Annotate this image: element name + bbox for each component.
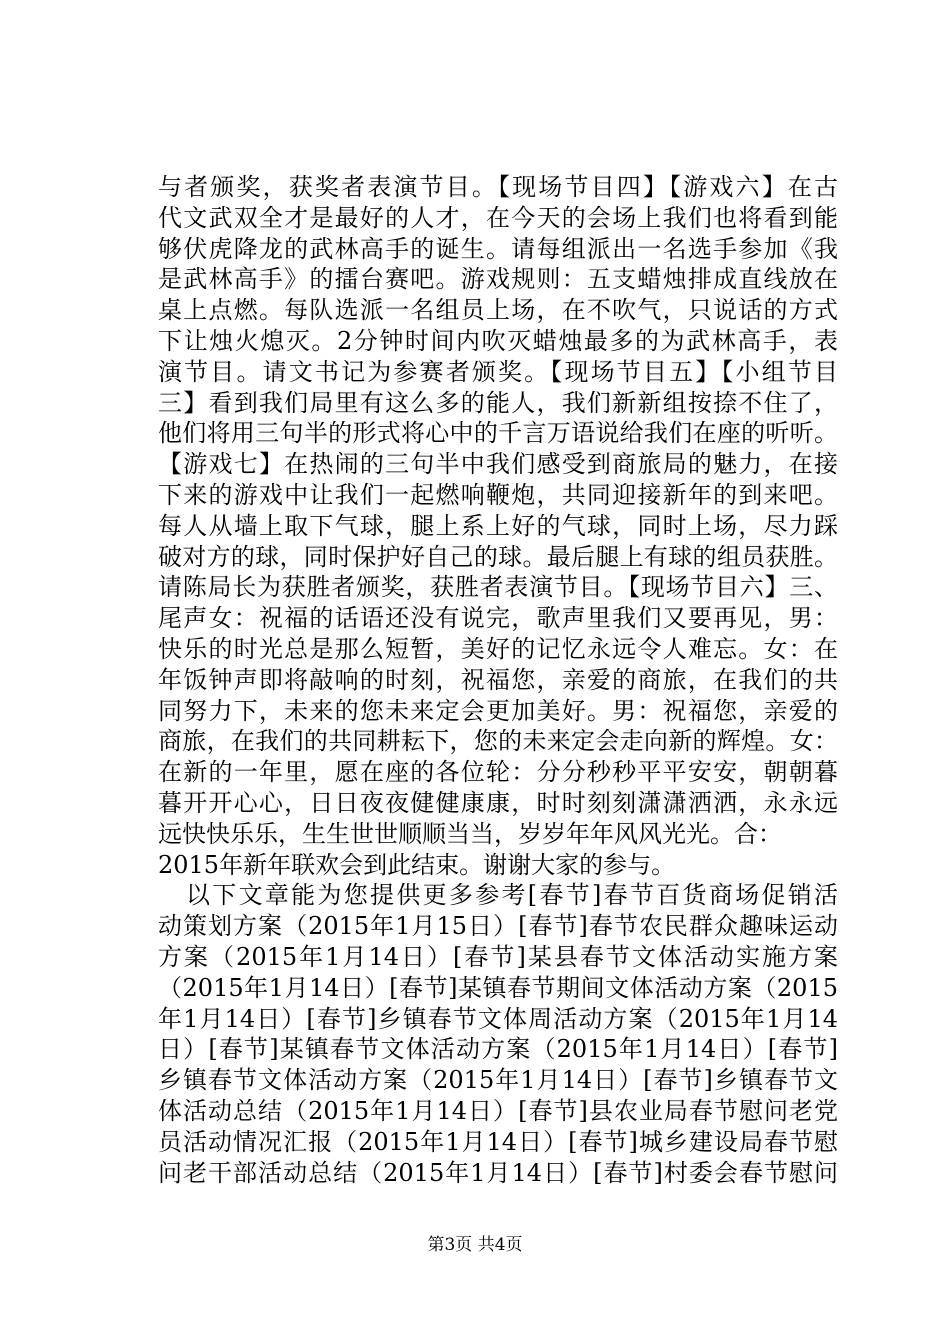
text-line: 以下文章能为您提供更多参考[春节]春节百货商场促销活: [186, 881, 838, 910]
text-line: 尾声女：祝福的话语还没有说完，歌声里我们又要再见，男：: [158, 604, 838, 633]
text-line: 演节目。请文书记为参赛者颁奖。【现场节目五】【小组节目: [158, 357, 838, 386]
page-number-footer: 第3页 共4页: [427, 1235, 523, 1255]
body-text: [158, 172, 838, 1188]
text-line: 请陈局长为获胜者颁奖，获胜者表演节目。【现场节目六】三、: [158, 573, 838, 602]
text-line: 三】看到我们局里有这么多的能人，我们新新组按捺不住了，: [158, 388, 838, 417]
text-line: 体活动总结（2015年1月14日）[春节]县农业局春节慰问老党: [158, 1096, 838, 1125]
paragraph-1: [158, 172, 838, 880]
text-line: 动策划方案（2015年1月15日）[春节]春节农民群众趣味运动: [158, 912, 838, 941]
text-line: 年1月14日）[春节]乡镇春节文体周活动方案（2015年1月14: [158, 1004, 838, 1033]
text-line: 每人从墙上取下气球，腿上系上好的气球，同时上场，尽力踩: [158, 511, 838, 540]
text-line: 在新的一年里，愿在座的各位轮：分分秒秒平平安安，朝朝暮: [158, 758, 838, 787]
text-line: 商旅，在我们的共同耕耘下，您的未来定会走向新的辉煌。女：: [158, 727, 838, 756]
text-line: 与者颁奖，获奖者表演节目。【现场节目四】【游戏六】在古: [158, 173, 838, 201]
text-line: 员活动情况汇报（2015年1月14日）[春节]城乡建设局春节慰: [158, 1127, 838, 1156]
text-line: 桌上点燃。每队选派一名组员上场，在不吹气，只说话的方式: [158, 296, 838, 325]
text-line: 远快快乐乐，生生世世顺顺当当，岁岁年年风风光光。合：: [158, 819, 782, 848]
text-line: 够伏虎降龙的武林高手的诞生。请每组派出一名选手参加《我: [158, 234, 838, 263]
text-line: 下让烛火熄灭。2分钟时间内吹灭蜡烛最多的为武林高手，表: [158, 326, 838, 355]
text-line: 方案（2015年1月14日）[春节]某县春节文体活动实施方案: [158, 942, 838, 971]
text-line: 快乐的时光总是那么短暂，美好的记忆永远令人难忘。女：在: [158, 634, 838, 663]
text-line: 同努力下，未来的您未来定会更加美好。男：祝福您，亲爱的: [158, 696, 838, 725]
text-line: 年饭钟声即将敲响的时刻，祝福您，亲爱的商旅，在我们的共: [158, 665, 838, 694]
text-line: 2015年新年联欢会到此结束。谢谢大家的参与。: [158, 850, 676, 879]
text-line: （2015年1月14日）[春节]某镇春节期间文体活动方案（2015: [158, 973, 838, 1002]
paragraph-2: [158, 880, 838, 1188]
text-line: 【游戏七】在热闹的三句半中我们感受到商旅局的魅力，在接: [158, 450, 838, 479]
text-line: 是武林高手》的擂台赛吧。游戏规则：五支蜡烛排成直线放在: [158, 265, 838, 294]
text-line: 他们将用三句半的形式将心中的千言万语说给我们在座的听听。: [158, 419, 838, 448]
text-line: 代文武双全才是最好的人才，在今天的会场上我们也将看到能: [158, 203, 838, 232]
text-line: 问老干部活动总结（2015年1月14日）[春节]村委会春节慰问: [158, 1158, 838, 1187]
text-line: 乡镇春节文体活动方案（2015年1月14日）[春节]乡镇春节文: [158, 1066, 838, 1095]
text-line: 日）[春节]某镇春节文体活动方案（2015年1月14日）[春节]: [158, 1035, 838, 1064]
text-line: 下来的游戏中让我们一起燃响鞭炮，共同迎接新年的到来吧。: [158, 480, 838, 509]
text-line: 破对方的球，同时保护好自己的球。最后腿上有球的组员获胜。: [158, 542, 838, 571]
text-line: 暮开开心心，日日夜夜健健康康，时时刻刻潇潇洒洒，永永远: [158, 788, 838, 817]
